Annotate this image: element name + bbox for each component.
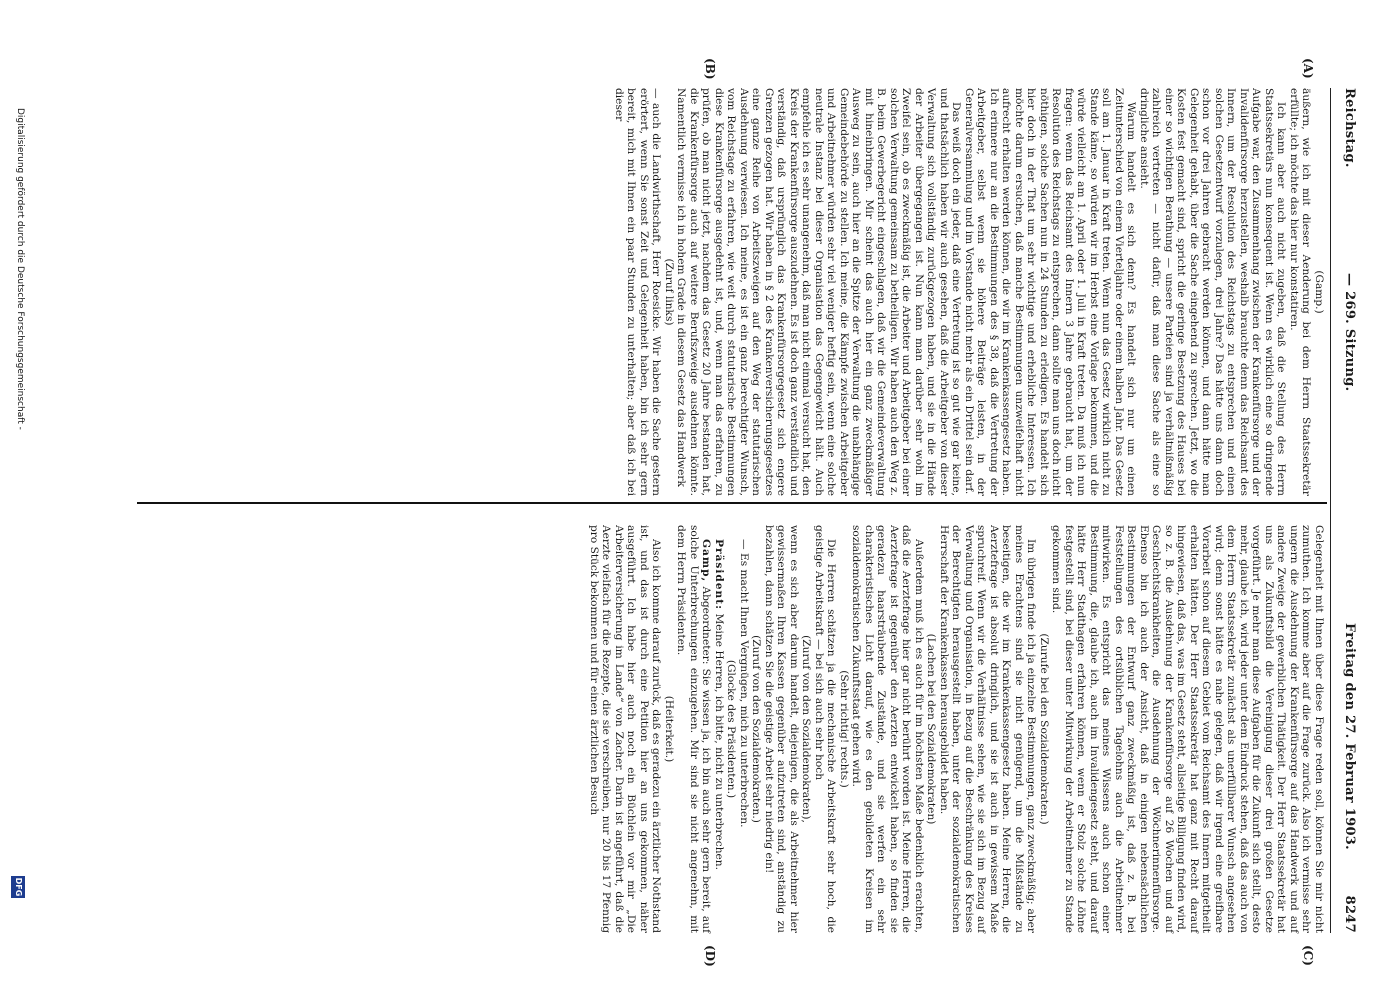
paragraph: Ich kann aber auch nicht zugeben, daß die Stellung des Herrn Staatssekretärs nun konsequent ist. Wenn es wirklich eine so dringende Aufgabe war, den Zusammenhang zwischen der Krankenfürsorge und der Invalidenfürsorge herzustellen, weshalb brauchte denn das Reichsamt des Innern, um der Resolution des Reichstags zu entsprechen und einen solchen Gesetzentwurf vorzulegen, drei Jahre? Das hätte uns dann doch schon vor drei Jahren gebracht werden können, und dann hätte man Gelegenheit gehabt, über die Sache eingehend zu sprechen. Jetzt, wo die Kosten fest gemacht sind, spricht die geringe Besetzung des Hauses bei einer so wichtigen Berathung — unsere Parteien sind ja verhältnißmäßig zahlreich vertreten — nicht dafür, daß man diese Sache als eine so dringliche ansieht. [1138,88,1288,496]
digitization-footer [9,108,25,898]
left-column [613,88,1326,496]
margin-marker-c: (C) [1301,945,1315,966]
paragraph: Also ich komme darauf zurück, daß es geradezu ein ärztlicher Nothstand ist, und das ist durch eine Petition hier an uns gekommen, näher ausgeführt. Ich habe hier auch noch ein Büchlein vor mir „Die Arbeiterversicherung im Lande“ von Zacher. Darin ist angeführt, daß die Aerzte vielfach für die Rezepte, die sie verschreiben, nur 20 bis 17 Pfennig pro Stück bekommen und für einen ärztlichen Besuch [588,525,663,933]
paragraph: — auch die Landwirthschaft, Herr Roesicke. Wir haben die Sache gestern erörtert, wenn Sie sonst Zeit und Gelegenheit haben, bin ich sehr gern bereit, mich mit Ihnen ein paar Stunden zu unterhalten; aber daß ich bei dieser [613,88,663,496]
president-statement [713,525,726,933]
interjection: (Lachen bei den Sozialdemokraten) [925,633,938,825]
interjection: (Heiterkeit.) [663,695,675,763]
margin-marker-a: (A) [1301,58,1315,79]
interjection: (Zuruf von den Sozialdemokraten), [800,635,813,823]
paragraph: Außerdem muß ich es auch für im höchsten Maße bedenklich erachten, daß die Aerztefrage hier gar nicht berührt worden ist. Meine Herren, die Aerztefrage ist gegenüber den Aerzten entwickelt haben, so finden sie geradezu haarsträubende Zustände, und sie werfen ein sehr charakteristisches Licht darauf, wie es den gebildeten Kreisen im sozialdemokratischen Zukunftsstaat gehen wird. [850,525,925,933]
header-date: Freitag den 27. Februar 1903. [1342,623,1357,850]
page-number: 8247 [1342,895,1357,933]
interjection: (Glocke des Präsidenten.) [725,659,738,799]
speaker-heading: (Gamp.) [1313,270,1325,314]
margin-marker-d: (D) [703,945,717,967]
header-session: — 269. Sitzung. [1342,273,1357,392]
interjection: (Zuruf links) [663,258,675,326]
paragraph: äußern, wie ich mit dieser Aenderung bei dem Herrn Staatssekretär erfüllte; ich möchte das hier nur konstatiren. [1288,88,1313,496]
paragraph: Im übrigen finde ich ja einzelne Bestimmungen, ganz zweckmäßig; aber meines Erachtens sind sie nicht genügend, um die Mißstände zu beseitigen, die wir im Krankenkassengesetz haben. Meine Herren, die Aerztefrage ist absolut dringlich, und sie ist auch in gewissem Maße spruchreif. Wenn wir die Verhältnisse sehen, wie sie sich im Bezug auf Verwaltung und Organisation, in Bezug auf die Beschränkung des Kreises der Berechtigten herausgestellt haben, unter der sozialdemokratischen Herrschaft der Krankenkassen herausgebildet haben. [938,525,1038,933]
interjection: (Zuruf von den Sozialdemokraten.) [750,635,763,823]
paragraph: wenn es sich aber darum handelt, diejenigen, die als Arbeitnehmer hier gewissermaßen Ihren Kassen gegenüber aufzutreten sind, anständig zu bezahlen, dann schätzen Sie die geistige Arbeit sehr niedrig ein! [763,525,800,933]
gamp-label: Gamp, [700,539,713,583]
dfg-logo: DFG [11,876,25,898]
president-label: Präsident: [713,539,725,611]
paragraph: — Es macht Ihnen Vergnügen, mich zu unterbrechen. [738,539,750,828]
header-rule [1330,88,1331,933]
margin-marker-b: (B) [703,58,717,80]
paragraph: Gelegenheit mit Ihnen über diese Frage reden soll, können Sie mir nicht zumuthen. Ich komme aber auf die Frage zurück. Also ich vermisse sehr ungern die Ausdehnung der Krankenfürsorge auf das Handwerk und auf andere Zweige der gewerblichen Thätigkeit. Der Herr Staatssekretär hat uns als Zukunftsbild die Vereinigung dieser drei großen Gesetze vorgeführt. Je mehr man diese Aufgaben für die Zukunft sich stellt, desto mehr, glaube ich, wird jeder unter dem Eindruck stehen, daß das auch von dem Herrn Staatssekretär zunächst als unerfüllbarer Wunsch angesehen wird; denn sonst hätte es nahe gelegen, daß wir irgend eine greifbare Vorarbeit schon auf diesem Gebiet vom Reichsamt des Innern mitgetheilt erhalten hätten. Der Herr Staatssekretär hat ganz mit Recht darauf hingewiesen, daß das, was im Gesetz steht, allseitige Billigung finden wird, so z. B. die Ausdehnung der Krankenfürsorge auf 26 Wochen und auf Geschlechtskrankheiten, die Ausdehnung der Wöchnerinnenfürsorge. Ebenso bin ich auch der Ansicht, daß in einigen nebensächlichen Bestimmungen der Entwurf ganz zweckmäßig ist, daß z. B. bei Feststellungen des ortsüblichen Tagelohns auch die Arbeitnehmer mitwirken. Es entspricht das meines Wissens auch schon einer Bestimmung, die, glaube ich, auch im Invalidengesetz steht, und darauf hätte Herr Stadthagen erfahren können, wenn er Stolz solche Löhne festgestellt sind, bei dieser unter Mitwirkung der Arbeitnehmer zu Stande gekommen sind. [1050,525,1325,933]
paragraph: Warum handelt es sich denn? Es handelt sich nur um einen Zeitunterschied von einem Vierteljahre oder einem halben Jahr. Das Gesetz soll am 1. Januar in Kraft treten. Wenn nun das Gesetz wirklich nicht zu Stande käme, so würden wir im Herbst eine Vorlage bekommen, und die würde vielleicht am 1. April oder 1. Juli in Kraft treten. Da muß ich nun fragen: wenn das Reichsamt des Innern 3 Jahre gebraucht hat, um der Resolution des Reichstags zu entsprechen, dann sollte man uns doch nicht nöthigen, solche Sachen nun in 24 Stunden zu erledigen. Es handelt sich hier doch in der That um sehr wichtige und erhebliche Interessen. Ich möchte darum ersuchen, daß manche Bestimmungen unzweifelhaft nicht aufrecht erhalten werden können, die wir im Krankenkassengesetz haben. Ich erinnere nur an die Bestimmungen des § 38, daß die Vertretung der Arbeitgeber, selbst wenn sie höhere Beiträge leisten, in der Generalversammlung und im Vorstande nicht mehr als ein Drittel sein darf. [963,88,1138,496]
right-column [588,525,1326,933]
interjection: (Sehr richtig! rechts.) [838,670,850,788]
interjection: (Zurufe bei den Sozialdemokraten.) [1038,633,1050,825]
paragraph: Die Herren schätzen ja die mechanische Arbeitskraft sehr hoch, die geistige Arbeitskraft — bei sich auch sehr hoch [813,525,838,933]
footer-text: Digitalisierung gefördert durch die Deutsche Forschungsgemeinschaft - [15,108,25,430]
president-text: Meine Herren, ich bitte, nicht zu unterbrechen. [713,613,725,870]
page-header [1335,88,1357,933]
column-divider [137,502,1327,504]
header-publication: Reichstag. [1342,88,1357,168]
gamp-text: Abgeordneter: Sie wissen ja, ich bin auch sehr gern bereit, auf solche Unterbrechungen einzugehen. Mir sind sie nicht angenehm, mit dem Herrn Präsidenten. [675,525,713,933]
paragraph: Das weiß doch ein jeder, daß eine Vertretung ist so gut wie gar keine, und thatsächlich haben wir auch gesehen, daß die Arbeitgeber von dieser Verwaltung sich vollständig zurückgezogen haben, und sie in die Hände der Arbeiter übergegangen ist. Nun kann man darüber sehr wohl im Zweifel sein, ob es zweckmäßig ist, die Arbeiter und Arbeitgeber bei einer solchen Verwaltung gemeinsam zu betheiligen. Wir haben auch den Weg z. B. beim Gewerbegericht eingeschlagen, daß wir die Gemeindeverwaltung mit hineinbringen. Mir scheint das auch hier ein ganz zweckmäßiger Ausweg zu sein, auch hier an die Spitze der Verwaltung die unabhängige Gemeindebehörde zu stellen. Ich meine, die Kämpfe zwischen Arbeitgeber und Arbeitnehmer würden sehr viel weniger heftig sein, wenn eine solche neutrale Instanz bei dieser Organisation das Gegengewicht hält. Auch empfehle ich es sehr unangenehm, daß man nicht einmal versucht hat, den Kreis der Krankenfürsorge auszudehnen. Es ist doch ganz verständlich und verständig, daß ursprünglich das Krankenfürsorgegesetz sich engere Grenzen gezogen hat. Wir haben in § 2 des Krankenversicherungsgesetzes eine ganze Reihe von Arbeitszweigen auf den Weg der statutarischen Ausdehnung verwiesen. Ich meine, es ist ein ganz berechtigter Wunsch, vom Reichstage zu erfahren, wie weit durch statutarische Bestimmungen diese Krankenfürsorge ausgedehnt ist, und, wenn man das erfahren, zu prüfen, ob man nicht jetzt, nachdem das Gesetz 20 Jahre bestanden hat, die Krankenfürsorge auch auf weitere Berufszweige ausdehnen könnte. Namentlich vermisse ich in hohem Grade in diesem Gesetz das Handwerk [675,88,963,496]
gamp-statement [675,525,713,933]
